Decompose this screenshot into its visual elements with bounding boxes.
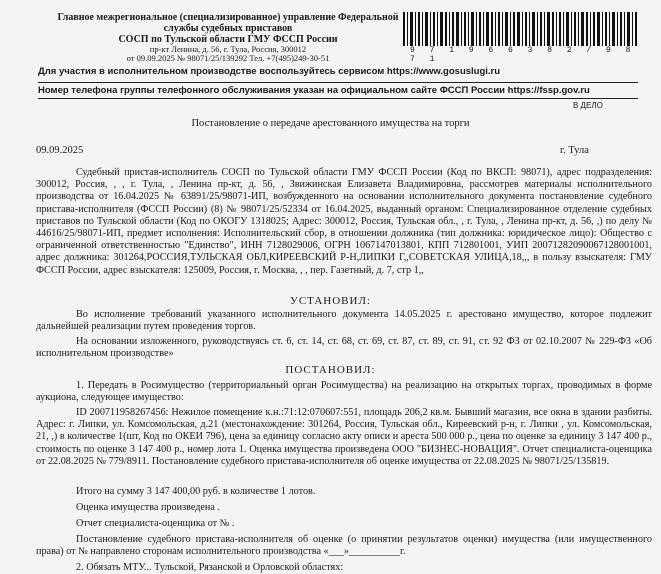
heading-postanovil: ПОСТАНОВИЛ: — [285, 364, 376, 376]
issuer-address: пр-кт Ленина, д. 56, г. Тула, Россия, 300012 — [149, 44, 307, 54]
issuer-org-line2: службы судебных приставов — [163, 23, 293, 34]
ustanovil-paragraph: Во исполнение требований указанного исполнительного документа 14.05.2025 г. арестовано имущество, которое подлежит дальнейшей реализации путем проведения торгов. — [36, 309, 652, 333]
report-paragraph: Отчет специалиста-оценщика от № . — [76, 518, 235, 529]
gosuslugi-service-line: Для участия в исполнительном производстве воспользуйтесь сервисом https://www.gosuslugi.ru — [38, 66, 501, 77]
heading-ustanovil: УСТАНОВИЛ: — [290, 295, 371, 307]
item2-paragraph: 2. Обязать МТУ... Тульской, Рязанской и Орловской областях: — [76, 562, 344, 573]
property-paragraph: ID 200711958267456: Нежилое помещение к.н.:71:12:070607:551, площадь 206,2 кв.м. Бывший магазин, все окна в здании разбиты. Адрес: г. Липки, ул. Комсомольская, д.21 (местонахождение: 301264, Россия, Тульская обл., Киреевский р-н, г. Липки , ул. Комсомольская, 21, ,) в количестве 1(шт, Код по ОКЕИ 796), цена за единицу согласно акту описи и ареста 500 000 р., цена по оценке за единицу 3 147 400 р., стоимость по оценке 3 147 400 р., номер лота 1. Оценка имущества произведена ООО "БИЗНЕС-НОВАЦИЯ". Отчет специалиста-оценщика от 22.08.2025 № 779/8911. Постановление судебного пристава-исполнителя об оценке имущества от 22.08.2025 № 98071/25/135819. — [36, 407, 652, 467]
assessment-paragraph: Оценка имущества произведена . — [76, 502, 221, 513]
intro-paragraph: Судебный пристав-исполнитель СОСП по Тульской области ГМУ ФССП России (Код по ВКСП: 98071), адрес подразделения: 300012, Россия, , , г. Тула, , Ленина пр-кт, д. 56, , Звижинская Елизавета Владимировна, рассмотрев материалы исполнительного производства от 16.04.2025 № 63891/25/98071-ИП, возбужденного на основании исполнительного документа постановление судебного пристава-исполнителя (ФССП России) (8) № 98071/25/52334 от 16.04.2025, выданный органом: Специализированное отделение судебных приставов по Тульской области (Код по ОКОГУ 1318025; Адрес: 300012, Россия, Тульская обл., , г. Тула, , Ленина пр-кт, д. 56, ,) по делу № 44616/25/98071-ИП, предмет исполнения: Исполнительский сбор, в отношении должника (тип должника: юридическое лицо): Общество с ограниченной ответственностью "Единство", ИНН 7128029006, ОГРН 1067147013801, КПП 712801001, УИП 20071282090067128001001, адрес должника: 301264,РОССИЯ,ТУЛЬСКАЯ ОБЛ,КИРЕЕВСКИЙ Р-Н,ЛИПКИ Г,,СОВЕТСКАЯ УЛИЦА,18,,, в пользу взыскателя: ГМУ ФССП России, адрес взыскателя: 125009, Россия, г. Москва, , , пер. Газетный, д. 7, стр 1,, — [36, 167, 652, 276]
issuer-header — [38, 12, 418, 63]
file-stamp: В ДЕЛО — [573, 101, 603, 110]
issuer-org-line1: Главное межрегиональное (специализированное) управление Федеральной — [57, 12, 399, 23]
total-paragraph: Итого на сумму 3 147 400,00 руб. в количестве 1 лотов. — [76, 486, 316, 497]
document-title: Постановление о передаче арестованного имущества на торги — [191, 118, 470, 129]
fssp-phone-line: Номер телефона группы телефонного обслуживания указан на официальном сайте ФССП России https://fssp.gov.ru — [38, 82, 638, 99]
document-date: 09.09.2025 — [36, 145, 84, 156]
resolution-paragraph: Постановление судебного пристава-исполнителя об оценке (о принятии результатов оценки) имущества (или имущественного права) от № направлено сторонам исполнительного производства «___»__________г. — [36, 534, 652, 558]
grounds-paragraph: На основании изложенного, руководствуясь ст. 6, ст. 14, ст. 68, ст. 69, ст. 87, ст. 89, ст. 91, ст. 92 ФЗ от 02.10.2007 № 229-ФЗ «Об исполнительном производстве» — [36, 336, 652, 360]
issuer-reg-number: от 09.09.2025 № 98071/25/139292 Тел. +7(495)249-30-51 — [126, 53, 330, 63]
barcode-icon — [403, 12, 639, 46]
barcode-number: 9 7 1 9 6 6 3 8 2 / 9 8 7 1 — [410, 46, 636, 64]
document-city: г. Тула — [560, 145, 589, 156]
item1-paragraph: 1. Передать в Росимущество (территориальный орган Росимущества) на реализацию на открытых торгах, проводимых в форме аукциона, следующее имущество: — [36, 380, 652, 404]
issuer-org-line3: СОСП по Тульской области ГМУ ФССП России — [118, 34, 338, 45]
